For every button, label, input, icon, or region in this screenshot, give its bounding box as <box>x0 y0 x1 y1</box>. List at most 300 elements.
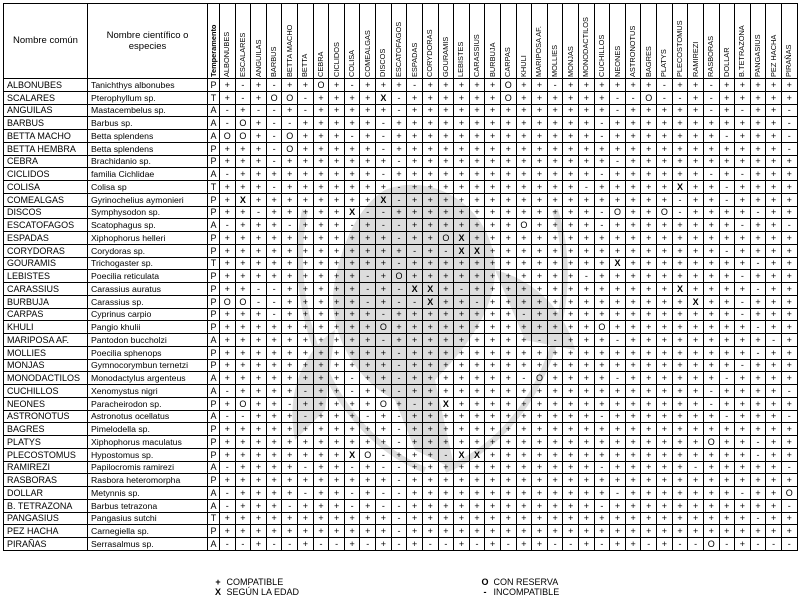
compat-cell: + <box>657 461 673 474</box>
compat-cell: + <box>750 295 766 308</box>
common-name-cell: BETTA MACHO <box>4 130 88 143</box>
compat-cell: + <box>329 295 345 308</box>
compat-cell: + <box>563 461 579 474</box>
compat-cell: + <box>500 397 516 410</box>
table-row <box>4 359 798 372</box>
compat-cell: + <box>579 168 595 181</box>
compat-cell: + <box>781 244 797 257</box>
compat-cell: + <box>735 423 751 436</box>
compat-cell: + <box>220 359 236 372</box>
compat-cell: + <box>438 308 454 321</box>
compat-cell: + <box>313 219 329 232</box>
header-col <box>344 4 360 79</box>
compat-cell: + <box>220 244 236 257</box>
compat-cell: + <box>454 346 470 359</box>
compat-cell: - <box>781 104 797 117</box>
compat-cell: + <box>594 525 610 538</box>
header-col <box>220 4 236 79</box>
compat-cell: + <box>360 334 376 347</box>
compat-cell: + <box>672 461 688 474</box>
scientific-name-cell: Brachidanio sp. <box>88 155 208 168</box>
compat-cell: + <box>641 181 657 194</box>
compat-cell: - <box>516 308 532 321</box>
compat-cell: + <box>313 232 329 245</box>
legend-left <box>212 577 299 597</box>
compat-cell: + <box>469 487 485 500</box>
compat-cell: + <box>735 142 751 155</box>
header-col-label: PANGASIUS <box>753 34 763 77</box>
compat-cell: + <box>735 130 751 143</box>
compat-cell: + <box>579 359 595 372</box>
compat-cell: - <box>220 499 236 512</box>
compat-cell: + <box>547 474 563 487</box>
compat-cell: + <box>735 321 751 334</box>
compat-cell: + <box>579 117 595 130</box>
compat-cell: - <box>266 117 282 130</box>
compat-cell: - <box>500 538 516 551</box>
compat-cell: - <box>735 270 751 283</box>
compat-cell: + <box>454 487 470 500</box>
compat-cell: + <box>454 79 470 92</box>
temperament-cell: A <box>208 538 220 551</box>
compat-cell: + <box>610 448 626 461</box>
compat-cell: - <box>610 155 626 168</box>
compat-cell: + <box>407 104 423 117</box>
compat-cell: + <box>625 155 641 168</box>
table-row <box>4 525 798 538</box>
compat-cell: + <box>563 244 579 257</box>
compat-cell: + <box>516 538 532 551</box>
compat-cell: + <box>438 283 454 296</box>
compat-cell: + <box>360 385 376 398</box>
compat-cell: + <box>719 321 735 334</box>
compat-cell: + <box>610 423 626 436</box>
compat-cell: + <box>672 410 688 423</box>
temperament-cell: P <box>208 193 220 206</box>
scientific-name-cell: Pangio khulii <box>88 321 208 334</box>
compat-cell: + <box>688 130 704 143</box>
compat-cell: + <box>547 295 563 308</box>
compat-cell: + <box>220 283 236 296</box>
header-col <box>469 4 485 79</box>
compat-cell: + <box>235 461 251 474</box>
temperament-cell: A <box>208 487 220 500</box>
compat-cell: + <box>719 295 735 308</box>
compat-cell: + <box>422 346 438 359</box>
compat-cell: + <box>688 142 704 155</box>
compat-cell: + <box>407 257 423 270</box>
compat-cell: + <box>719 142 735 155</box>
scientific-name-cell: Serrasalmus sp. <box>88 538 208 551</box>
compat-cell: + <box>610 397 626 410</box>
compat-cell: + <box>735 193 751 206</box>
compat-cell: + <box>500 474 516 487</box>
compat-cell: + <box>610 436 626 449</box>
compat-cell: + <box>360 193 376 206</box>
compat-cell: - <box>735 308 751 321</box>
compat-cell: + <box>469 321 485 334</box>
compat-cell: + <box>516 206 532 219</box>
compat-cell: + <box>766 104 782 117</box>
compat-cell: + <box>282 270 298 283</box>
temperament-cell: A <box>208 130 220 143</box>
compat-cell: + <box>469 104 485 117</box>
compat-cell: + <box>641 461 657 474</box>
compat-cell: + <box>594 436 610 449</box>
compat-cell: + <box>360 346 376 359</box>
compat-cell: + <box>407 270 423 283</box>
compat-cell: - <box>547 334 563 347</box>
compat-cell: + <box>376 359 392 372</box>
compat-cell: + <box>469 79 485 92</box>
compat-cell: + <box>641 423 657 436</box>
compat-cell: + <box>469 219 485 232</box>
compat-cell: + <box>407 232 423 245</box>
compat-cell: + <box>329 397 345 410</box>
compat-cell: + <box>563 372 579 385</box>
compat-cell: - <box>360 206 376 219</box>
compat-cell: + <box>313 257 329 270</box>
compat-cell: + <box>360 181 376 194</box>
compat-cell: + <box>657 538 673 551</box>
compat-cell: + <box>469 130 485 143</box>
header-col <box>313 4 329 79</box>
header-col-label: LEBISTES <box>456 41 466 77</box>
compat-cell: + <box>594 193 610 206</box>
header-col-label: KHULI <box>518 55 528 77</box>
compat-cell: + <box>485 117 501 130</box>
compat-cell: + <box>563 359 579 372</box>
compat-cell: - <box>391 410 407 423</box>
compat-cell: - <box>594 219 610 232</box>
header-col-label: PIRAÑAS <box>784 44 794 77</box>
compat-cell: + <box>360 359 376 372</box>
compat-cell: + <box>485 525 501 538</box>
compat-cell: + <box>282 334 298 347</box>
compat-cell: O <box>220 295 236 308</box>
table-row <box>4 321 798 334</box>
compat-cell: - <box>266 79 282 92</box>
compat-cell: + <box>657 244 673 257</box>
compat-cell: + <box>235 448 251 461</box>
compat-cell: + <box>235 142 251 155</box>
compat-cell: + <box>766 410 782 423</box>
compat-cell: + <box>438 372 454 385</box>
compat-cell: + <box>579 436 595 449</box>
compat-cell: - <box>376 461 392 474</box>
compat-cell: + <box>610 117 626 130</box>
compat-cell: X <box>422 295 438 308</box>
compat-cell: - <box>579 270 595 283</box>
compat-cell: - <box>391 461 407 474</box>
compat-cell: + <box>672 436 688 449</box>
compat-cell: + <box>500 257 516 270</box>
header-col-label: RAMIREZI <box>690 41 700 77</box>
compat-cell: + <box>422 499 438 512</box>
common-name-cell: BAGRES <box>4 423 88 436</box>
compat-cell: + <box>532 295 548 308</box>
compat-cell: - <box>781 130 797 143</box>
compat-cell: + <box>313 436 329 449</box>
compat-cell: + <box>282 232 298 245</box>
compat-cell: + <box>781 436 797 449</box>
table-row <box>4 448 798 461</box>
compat-cell: + <box>344 168 360 181</box>
compat-cell: + <box>750 181 766 194</box>
compat-cell: + <box>657 487 673 500</box>
compat-cell: + <box>251 321 267 334</box>
compat-cell: + <box>266 168 282 181</box>
compat-cell: + <box>329 487 345 500</box>
table-row <box>4 397 798 410</box>
compat-cell: + <box>688 104 704 117</box>
compat-cell: + <box>251 232 267 245</box>
compat-cell: + <box>500 499 516 512</box>
compat-cell: + <box>547 181 563 194</box>
compat-cell: - <box>376 130 392 143</box>
compat-cell: + <box>766 308 782 321</box>
compat-cell: + <box>719 423 735 436</box>
compat-cell: + <box>719 499 735 512</box>
compat-cell: + <box>235 436 251 449</box>
compat-cell: + <box>469 423 485 436</box>
compat-cell: + <box>298 538 314 551</box>
header-col-label: BETTA MACHO <box>284 24 294 77</box>
compat-cell: + <box>485 461 501 474</box>
compat-cell: + <box>298 181 314 194</box>
compat-cell: + <box>672 270 688 283</box>
compat-cell: - <box>266 295 282 308</box>
compat-cell: X <box>407 283 423 296</box>
compat-cell: + <box>719 525 735 538</box>
compat-cell: + <box>672 321 688 334</box>
compat-cell: - <box>719 193 735 206</box>
compat-cell: + <box>735 91 751 104</box>
compat-cell: + <box>781 155 797 168</box>
compat-cell: + <box>329 283 345 296</box>
compat-cell: + <box>500 525 516 538</box>
common-name-cell: PIRAÑAS <box>4 538 88 551</box>
compat-cell: + <box>781 308 797 321</box>
compat-cell: - <box>391 91 407 104</box>
table-row <box>4 499 798 512</box>
compat-cell: + <box>563 193 579 206</box>
compat-cell: + <box>657 512 673 525</box>
compat-cell: + <box>407 385 423 398</box>
compat-cell: + <box>625 385 641 398</box>
compat-cell: + <box>657 257 673 270</box>
compat-cell: + <box>298 525 314 538</box>
compat-cell: + <box>407 410 423 423</box>
scientific-name-cell: Pantodon buccholzi <box>88 334 208 347</box>
compat-cell: + <box>313 130 329 143</box>
compat-cell: + <box>438 270 454 283</box>
table-row <box>4 155 798 168</box>
compat-cell: + <box>703 359 719 372</box>
compat-cell: + <box>485 321 501 334</box>
compat-cell: + <box>625 295 641 308</box>
compat-cell: + <box>719 155 735 168</box>
compat-cell: O <box>235 397 251 410</box>
compat-cell: + <box>688 448 704 461</box>
compat-cell: + <box>641 308 657 321</box>
compat-cell: + <box>454 130 470 143</box>
scientific-name-cell: Tanichthys albonubes <box>88 79 208 92</box>
compat-cell: + <box>469 410 485 423</box>
compat-cell: + <box>422 525 438 538</box>
compat-cell: + <box>469 512 485 525</box>
compat-cell: + <box>672 385 688 398</box>
compat-cell: + <box>266 359 282 372</box>
compat-cell: + <box>469 359 485 372</box>
compat-cell: - <box>610 487 626 500</box>
header-col <box>735 4 751 79</box>
compat-cell: + <box>251 155 267 168</box>
compat-cell: + <box>422 321 438 334</box>
compat-cell: + <box>500 385 516 398</box>
compat-cell: + <box>376 436 392 449</box>
compat-cell: + <box>485 397 501 410</box>
compat-cell: + <box>735 538 751 551</box>
compat-cell: + <box>547 321 563 334</box>
temperament-cell: P <box>208 308 220 321</box>
compat-cell: + <box>719 487 735 500</box>
compat-cell: + <box>750 487 766 500</box>
compat-cell: + <box>547 436 563 449</box>
compat-cell: + <box>251 372 267 385</box>
compat-cell: + <box>344 270 360 283</box>
compat-cell: + <box>532 270 548 283</box>
compat-cell: - <box>235 91 251 104</box>
compat-cell: + <box>657 448 673 461</box>
compat-cell: + <box>344 155 360 168</box>
compat-cell: + <box>547 168 563 181</box>
compat-cell: + <box>594 91 610 104</box>
compat-cell: + <box>563 206 579 219</box>
compat-cell: - <box>781 461 797 474</box>
compat-cell: - <box>781 538 797 551</box>
compat-cell: - <box>251 104 267 117</box>
compat-cell: - <box>251 206 267 219</box>
compat-cell: - <box>235 538 251 551</box>
compat-cell: - <box>376 448 392 461</box>
compat-cell: - <box>251 283 267 296</box>
compat-cell: + <box>781 525 797 538</box>
header-col-label: GOURAMIS <box>440 36 450 77</box>
compat-cell: + <box>766 512 782 525</box>
compat-cell: + <box>703 525 719 538</box>
common-name-cell: MONJAS <box>4 359 88 372</box>
compat-cell: + <box>391 117 407 130</box>
scientific-name-cell: Monodactylus argenteus <box>88 372 208 385</box>
compat-cell: + <box>735 283 751 296</box>
compat-cell: + <box>485 448 501 461</box>
compat-cell: - <box>719 372 735 385</box>
header-col <box>532 4 548 79</box>
compat-cell: - <box>422 538 438 551</box>
compat-cell: + <box>703 334 719 347</box>
compat-cell: - <box>407 244 423 257</box>
scientific-name-cell: Betta splendens <box>88 142 208 155</box>
compat-cell: + <box>781 181 797 194</box>
compat-cell: + <box>579 308 595 321</box>
compat-cell: + <box>735 397 751 410</box>
compat-cell: + <box>235 308 251 321</box>
compat-cell: + <box>438 142 454 155</box>
compat-cell: + <box>313 499 329 512</box>
compat-cell: + <box>703 487 719 500</box>
compat-cell: + <box>532 474 548 487</box>
compat-cell: + <box>703 244 719 257</box>
compat-cell: + <box>641 130 657 143</box>
compat-cell: + <box>719 270 735 283</box>
compat-cell: + <box>594 346 610 359</box>
compat-cell: X <box>454 448 470 461</box>
compat-cell: + <box>438 512 454 525</box>
compat-cell: + <box>313 525 329 538</box>
compat-cell: + <box>298 436 314 449</box>
common-name-cell: COLISA <box>4 181 88 194</box>
compat-cell: + <box>422 219 438 232</box>
compat-cell: + <box>579 257 595 270</box>
compat-cell: + <box>266 410 282 423</box>
header-col <box>360 4 376 79</box>
compat-cell: + <box>625 79 641 92</box>
compat-cell: - <box>516 372 532 385</box>
compat-cell: + <box>454 512 470 525</box>
compat-cell: + <box>532 155 548 168</box>
header-col-label: CUCHILLOS <box>596 34 606 77</box>
compat-cell: + <box>579 448 595 461</box>
compat-cell: + <box>407 372 423 385</box>
compat-cell: + <box>563 257 579 270</box>
compat-cell: + <box>781 321 797 334</box>
compat-cell: + <box>579 334 595 347</box>
compat-cell: - <box>376 219 392 232</box>
header-col-label: MONJAS <box>565 46 575 77</box>
compat-cell: + <box>657 346 673 359</box>
compat-cell: + <box>563 155 579 168</box>
compat-cell: + <box>376 474 392 487</box>
compat-cell: + <box>454 295 470 308</box>
compat-cell: X <box>376 193 392 206</box>
compat-cell: + <box>625 232 641 245</box>
compat-cell: + <box>360 219 376 232</box>
compat-cell: + <box>610 525 626 538</box>
compat-cell: + <box>360 104 376 117</box>
compat-cell: + <box>625 321 641 334</box>
compat-cell: + <box>220 142 236 155</box>
compat-cell: + <box>407 117 423 130</box>
compat-cell: + <box>485 499 501 512</box>
compat-cell: - <box>298 461 314 474</box>
compat-cell: + <box>313 512 329 525</box>
compat-cell: + <box>610 168 626 181</box>
compat-cell: O <box>282 130 298 143</box>
compat-cell: + <box>407 538 423 551</box>
compat-cell: + <box>251 193 267 206</box>
compat-cell: + <box>719 219 735 232</box>
compat-cell: + <box>438 461 454 474</box>
compat-cell: + <box>672 499 688 512</box>
common-name-cell: KHULI <box>4 321 88 334</box>
compat-cell: + <box>422 436 438 449</box>
common-name-cell: PANGASIUS <box>4 512 88 525</box>
table-row <box>4 461 798 474</box>
compat-cell: + <box>485 79 501 92</box>
compat-cell: + <box>282 104 298 117</box>
compat-cell: - <box>282 499 298 512</box>
